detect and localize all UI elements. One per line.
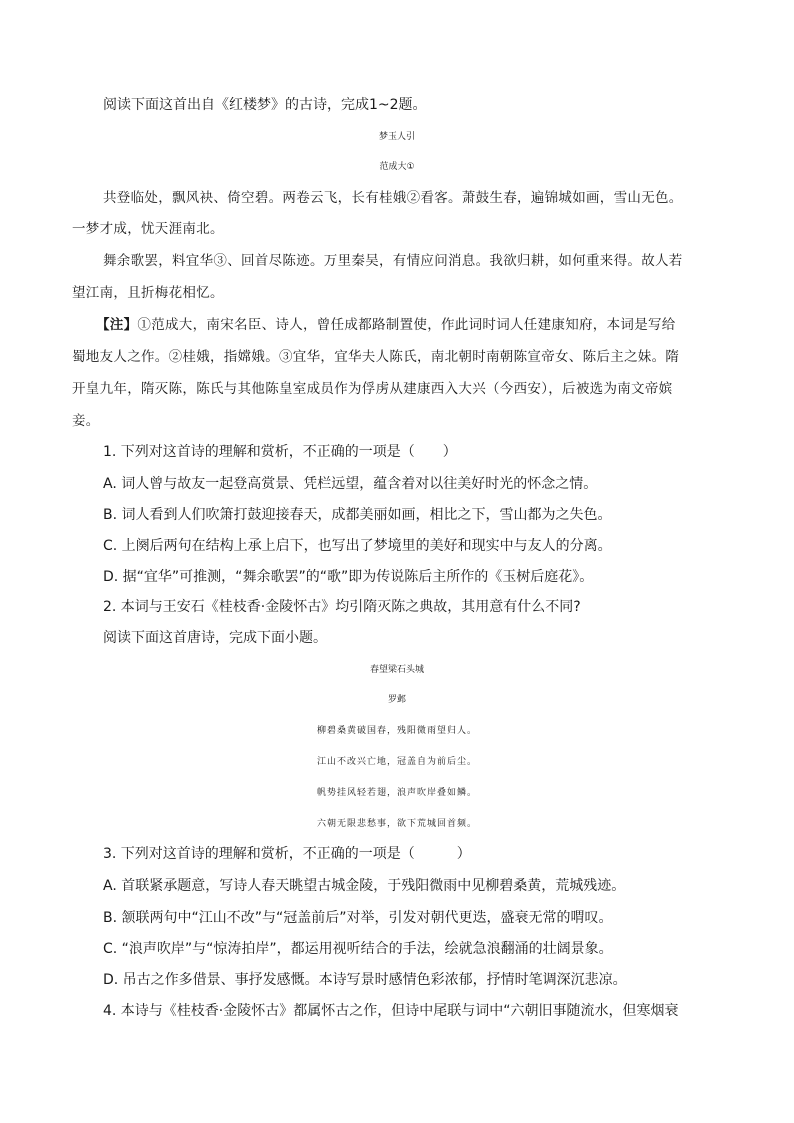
poem2-line: 帆势挂风轻若翅，浪声吹岸叠如鳞。 bbox=[316, 788, 477, 798]
question-3-stem: 3. 下列对这首诗的理解和赏析，不正确的一项是（ ） bbox=[103, 846, 471, 862]
note-line bbox=[96, 315, 676, 335]
poem1-title: 梦玉人引 bbox=[378, 132, 415, 142]
intro-passage-2: 阅读下面这首唐诗，完成下面小题。 bbox=[103, 630, 327, 646]
poem2-title: 春望梁石头城 bbox=[369, 665, 424, 675]
question-1-option-d: D. 据“宜华”可推测，“舞余歌罢”的“歌”即为传说陈后主所作的《玉树后庭花》。 bbox=[103, 569, 594, 585]
intro-passage-1: 阅读下面这首出自《红楼梦》的古诗，完成1~2题。 bbox=[103, 97, 427, 113]
question-1-option-a: A. 词人曾与故友一起登高赏景、凭栏远望，蕴含着对以往美好时光的怀念之情。 bbox=[103, 476, 598, 492]
question-4: 4. 本诗与《桂枝香·金陵怀古》都属怀古之作，但诗中尾联与词中“六朝旧事随流水，但寒烟衰 bbox=[103, 1003, 679, 1019]
question-1-stem: 1. 下列对这首诗的理解和赏析，不正确的一项是（ ） bbox=[103, 444, 457, 460]
poem2-line: 六朝无限悲愁事，欲下荒城回首频。 bbox=[316, 819, 477, 829]
question-1-option-b: B. 词人看到人们吹箫打鼓迎接春天，成都美丽如画，相比之下，雪山都为之失色。 bbox=[103, 507, 612, 523]
poem1-line: 一梦才成，忧天涯南北。 bbox=[72, 221, 224, 237]
note-line: 妾。 bbox=[72, 413, 100, 429]
poem2-line: 柳碧桑黄破国春，残阳微雨望归人。 bbox=[316, 726, 477, 736]
poem1-line: 舞余歌罢，料宜华③、回首尽陈迹。万里秦吴，有情应问消息。我欲归耕，如何重来得。故人若 bbox=[103, 253, 683, 269]
question-3-option-a: A. 首联紧承题意，写诗人春天眺望古城金陵，于残阳微雨中见柳碧桑黄，荒城残迹。 bbox=[103, 878, 626, 894]
question-3-option-b: B. 颔联两句中“江山不改”与“冠盖前后”对举，引发对朝代更迭，盛衰无常的喟叹。 bbox=[103, 910, 613, 926]
poem2-line: 江山不改兴亡地，冠盖自为前后尘。 bbox=[316, 757, 477, 767]
poem1-line: 共登临处，飘风袂、倚空碧。两卷云飞，长有桂娥②看客。萧鼓生春，遍锦城如画，雪山无色。 bbox=[103, 190, 683, 206]
note-line: 蜀地友人之作。②桂娥，指嫦娥。③宜华，宜华夫人陈氏，南北朝时南朝陈宣帝女、陈后主之妹。隋 bbox=[72, 349, 680, 365]
question-3-option-d: D. 吊古之作多借景、事抒发感慨。本诗写景时感情色彩浓郁，抒情时笔调深沉悲凉。 bbox=[103, 972, 627, 988]
question-1-option-c: C. 上阕后两句在结构上承上启下，也写出了梦境里的美好和现实中与友人的分离。 bbox=[103, 538, 612, 554]
poem1-line: 望江南，且折梅花相忆。 bbox=[72, 285, 224, 301]
note-text: ①范成大，南宋名臣、诗人，曾任成都路制置使，作此词时词人任建康知府，本词是写给 bbox=[137, 317, 676, 333]
note-line: 开皇九年，隋灭陈，陈氏与其他陈皇室成员作为俘虏从建康西入大兴（今西安），后被选为南文帝嫔 bbox=[72, 381, 673, 397]
question-2: 2. 本词与王安石《桂枝香·金陵怀古》均引隋灭陈之典故，其用意有什么不同? bbox=[103, 599, 581, 615]
poem1-author: 范成大① bbox=[379, 162, 415, 172]
question-3-option-c: C. “浪声吹岸”与“惊涛拍岸”，都运用视听结合的手法，绘就急浪翻涌的壮阔景象。 bbox=[103, 941, 613, 957]
poem2-author: 罗邺 bbox=[387, 695, 406, 705]
note-label: 【注】 bbox=[96, 317, 138, 333]
